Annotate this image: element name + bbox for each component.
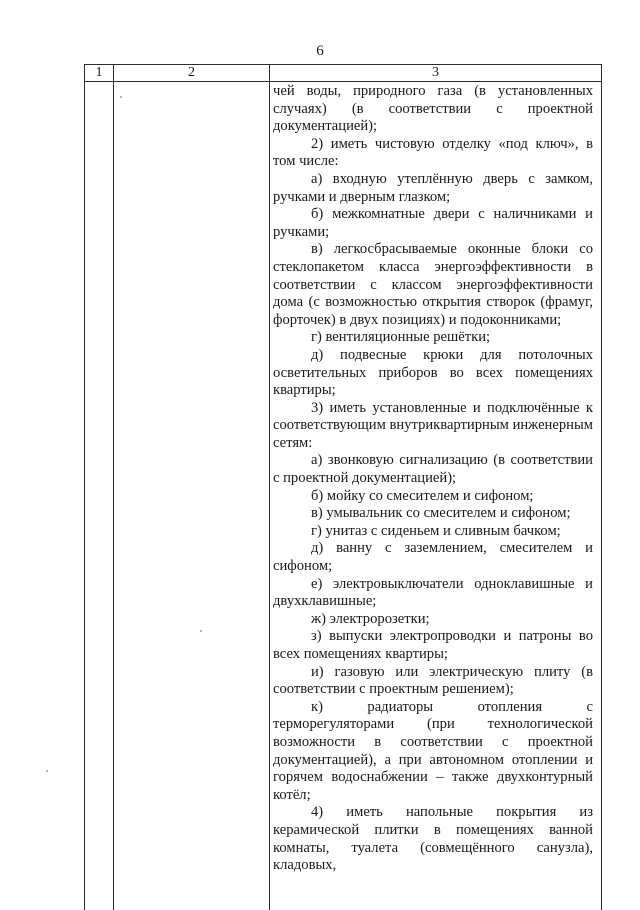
column-2-cell (114, 82, 270, 910)
paragraph: е) электровыключатели одноклавишные и двухклавишные; (273, 576, 593, 611)
scan-speck (200, 630, 202, 632)
column-1-cell (85, 82, 114, 910)
paragraph: 3) иметь установленные и подключённые к соответствующим внутриквартирным инженерным сетям: (273, 400, 593, 453)
paragraph: и) газовую или электрическую плиту (в соответствии с проектным решением); (273, 664, 593, 699)
paragraph: к) радиаторы отопления с терморегуляторами (при технологической возможности в соответствии с проектной документацией), а при автономном отоплении и горячем водоснабжении – также двухконтурный котёл; (273, 699, 593, 805)
paragraph: б) межкомнатные двери с наличниками и ручками; (273, 206, 593, 241)
column-3-cell (270, 82, 602, 910)
paragraph: д) подвесные крюки для потолочных осветительных приборов во всех помещениях квартиры; (273, 347, 593, 400)
paragraph: ж) электророзетки; (273, 611, 593, 629)
scan-speck (120, 96, 122, 98)
paragraph: 4) иметь напольные покрытия из керамической плитки в помещениях ванной комнаты, туалета (совмещённого санузла), кладовых, (273, 804, 593, 874)
paragraph: г) унитаз с сиденьем и сливным бачком; (273, 523, 593, 541)
paragraph: г) вентиляционные решётки; (273, 329, 593, 347)
page-number: 6 (0, 43, 640, 60)
paragraph: з) выпуски электропроводки и патроны во всех помещениях квартиры; (273, 628, 593, 663)
paragraph: а) звонковую сигнализацию (в соответствии с проектной документацией); (273, 452, 593, 487)
table-row (85, 82, 602, 910)
paragraph: д) ванну с заземлением, смесителем и сифоном; (273, 540, 593, 575)
paragraph: 2) иметь чистовую отделку «под ключ», в том числе: (273, 136, 593, 171)
table-header-row (85, 65, 602, 82)
paragraph: в) легкосбрасываемые оконные блоки со стеклопакетом класса энергоэффективности в соответствии с классом энергоэффективности дома (с возможностью открытия створок (фрамуг, форточек) в двух позициях) и подоконниками; (273, 241, 593, 329)
scan-speck (46, 770, 48, 772)
paragraph: чей воды, природного газа (в установленных случаях) (в соответствии с проектной документацией); (273, 83, 593, 136)
requirements-table (84, 64, 602, 910)
requirements-text (270, 82, 601, 875)
column-header-2: 2 (114, 65, 270, 82)
paragraph: в) умывальник со смесителем и сифоном; (273, 505, 593, 523)
column-header-1: 1 (85, 65, 114, 82)
paragraph: а) входную утеплённую дверь с замком, ручками и дверным глазком; (273, 171, 593, 206)
column-header-3: 3 (270, 65, 602, 82)
paragraph: б) мойку со смесителем и сифоном; (273, 488, 593, 506)
